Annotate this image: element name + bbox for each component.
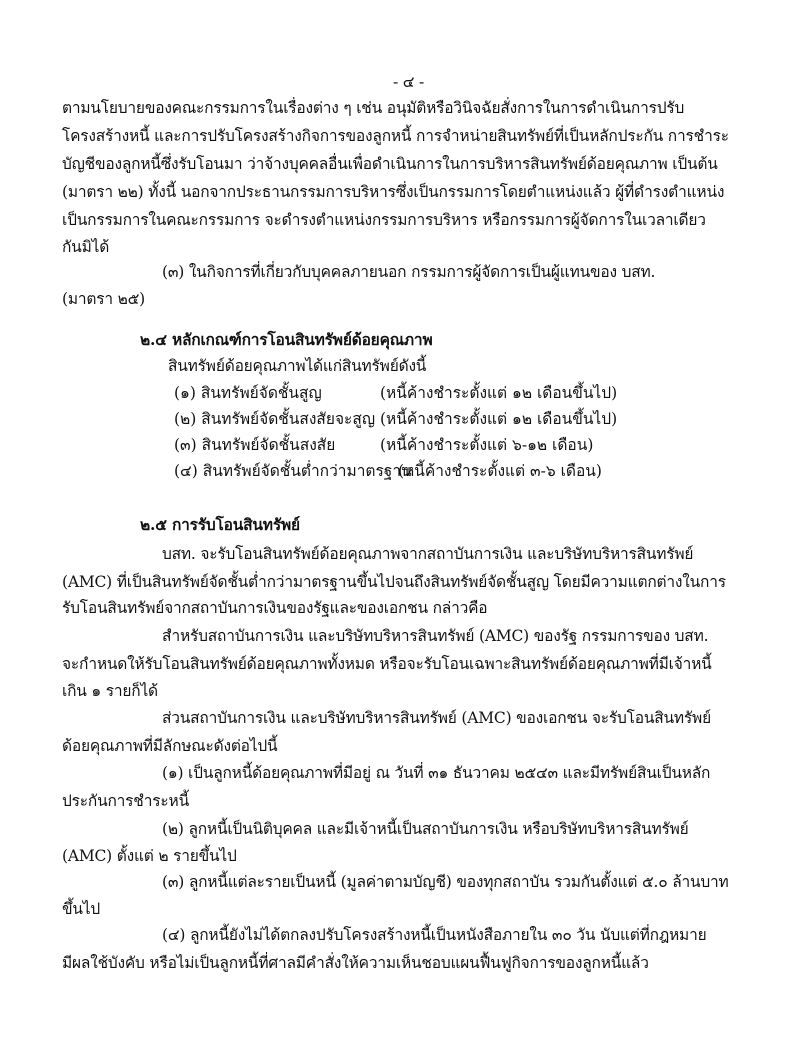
- section-25-line-6: เกิน ๑ รายก็ได้: [62, 682, 158, 700]
- asset-class-4-label: (๔) สินทรัพย์จัดชั้นต่ำกว่ามาตรฐาน: [174, 462, 412, 480]
- section-25-line-9: (๑) เป็นลูกหนี้ด้อยคุณภาพที่มีอยู่ ณ วันที่ ๓๑ ธันวาคม ๒๕๔๓ และมีทรัพย์สินเป็นหลัก: [162, 764, 711, 782]
- para1-line-2: โครงสร้างหนี้ และการปรับโครงสร้างกิจการของลูกหนี้ การจำหน่ายสินทรัพย์ที่เป็นหลักประกัน การชำระ: [62, 127, 729, 145]
- asset-class-2-note: (หนี้ค้างชำระตั้งแต่ ๑๒ เดือนขึ้นไป): [380, 410, 618, 428]
- asset-class-3-note: (หนี้ค้างชำระตั้งแต่ ๖-๑๒ เดือน): [380, 436, 594, 454]
- para1-line-1: ตามนโยบายของคณะกรรมการในเรื่องต่าง ๆ เช่น อนุมัติหรือวินิจฉัยสั่งการในการดำเนินการปรับ: [62, 99, 685, 117]
- para1-line-4: (มาตรา ๒๒) ทั้งนี้ นอกจากประธานกรรมการบริหารซึ่งเป็นกรรมการโดยตำแหน่งแล้ว ผู้ที่ดำรงตำแหน่ง: [62, 183, 725, 201]
- para1-line-3: บัญชีของลูกหนี้ซึ่งรับโอนมา ว่าจ้างบุคคลอื่นเพื่อดำเนินการในการบริหารสินทรัพย์ด้อยคุณภาพ เป็นต้น: [62, 155, 718, 173]
- section-24-heading: ๒.๔ หลักเกณฑ์การโอนสินทรัพย์ด้อยคุณภาพ: [140, 330, 433, 349]
- section-25-line-3: รับโอนสินทรัพย์จากสถาบันการเงินของรัฐและของเอกชน กล่าวคือ: [62, 599, 488, 617]
- section-25-line-2: (AMC) ที่เป็นสินทรัพย์จัดชั้นต่ำกว่ามาตรฐานขึ้นไปจนถึงสินทรัพย์จัดชั้นสูญ โดยมีความแตกต่างในการ: [62, 573, 726, 591]
- section-25-line-12: (AMC) ตั้งแต่ ๒ รายขึ้นไป: [62, 847, 237, 865]
- asset-class-2-label: (๒) สินทรัพย์จัดชั้นสงสัยจะสูญ: [174, 410, 376, 428]
- section-25-line-16: มีผลใช้บังคับ หรือไม่เป็นลูกหนี้ที่ศาลมีคำสั่งให้ความเห็นชอบแผนฟื้นฟูกิจการของลูกหนี้แล้ว: [62, 954, 649, 972]
- asset-class-4-note: (หนี้ค้างชำระตั้งแต่ ๓-๖ เดือน): [398, 462, 602, 480]
- para2-line-1: (๓) ในกิจการที่เกี่ยวกับบุคคลภายนอก กรรมการผู้จัดการเป็นผู้แทนของ บสท.: [162, 263, 656, 281]
- page-number: - ๔ -: [393, 73, 425, 91]
- para1-line-5: เป็นกรรมการในคณะกรรมการ จะดำรงตำแหน่งกรรมการบริหาร หรือกรรมการผู้จัดการในเวลาเดียว: [62, 211, 706, 229]
- asset-class-1-note: (หนี้ค้างชำระตั้งแต่ ๑๒ เดือนขึ้นไป): [380, 384, 618, 402]
- section-25-line-13: (๓) ลูกหนี้แต่ละรายเป็นหนี้ (มูลค่าตามบัญชี) ของทุกสถาบัน รวมกันตั้งแต่ ๕.๐ ล้านบาท: [162, 873, 729, 891]
- section-25-line-7: ส่วนสถาบันการเงิน และบริษัทบริหารสินทรัพย์ (AMC) ของเอกชน จะรับโอนสินทรัพย์: [162, 709, 711, 727]
- section-25-line-15: (๔) ลูกหนี้ยังไม่ได้ตกลงปรับโครงสร้างหนี้เป็นหนังสือภายใน ๓๐ วัน นับแต่ที่กฎหมาย: [162, 926, 707, 944]
- section-25-line-1: บสท. จะรับโอนสินทรัพย์ด้อยคุณภาพจากสถาบันการเงิน และบริษัทบริหารสินทรัพย์: [162, 545, 694, 563]
- para1-line-6: กันมิได้: [62, 238, 110, 256]
- asset-class-3-label: (๓) สินทรัพย์จัดชั้นสงสัย: [174, 436, 336, 454]
- section-24-intro: สินทรัพย์ด้อยคุณภาพได้แก่สินทรัพย์ดังนี้: [168, 357, 427, 375]
- section-25-line-10: ประกันการชำระหนี้: [62, 792, 189, 810]
- section-25-line-5: จะกำหนดให้รับโอนสินทรัพย์ด้อยคุณภาพทั้งหมด หรือจะรับโอนเฉพาะสินทรัพย์ด้อยคุณภาพที่มีเจ้าหนี้: [62, 655, 712, 673]
- para2-line-2: (มาตรา ๒๕): [62, 290, 145, 308]
- section-25-heading: ๒.๕ การรับโอนสินทรัพย์: [140, 515, 300, 534]
- section-25-line-11: (๒) ลูกหนี้เป็นนิติบุคคล และมีเจ้าหนี้เป็นสถาบันการเงิน หรือบริษัทบริหารสินทรัพย์: [162, 820, 689, 838]
- section-25-line-14: ขึ้นไป: [62, 900, 101, 918]
- section-25-line-4: สำหรับสถาบันการเงิน และบริษัทบริหารสินทรัพย์ (AMC) ของรัฐ กรรมการของ บสท.: [162, 627, 709, 645]
- section-25-line-8: ด้อยคุณภาพที่มีลักษณะดังต่อไปนี้: [62, 737, 278, 755]
- asset-class-1-label: (๑) สินทรัพย์จัดชั้นสูญ: [174, 384, 322, 402]
